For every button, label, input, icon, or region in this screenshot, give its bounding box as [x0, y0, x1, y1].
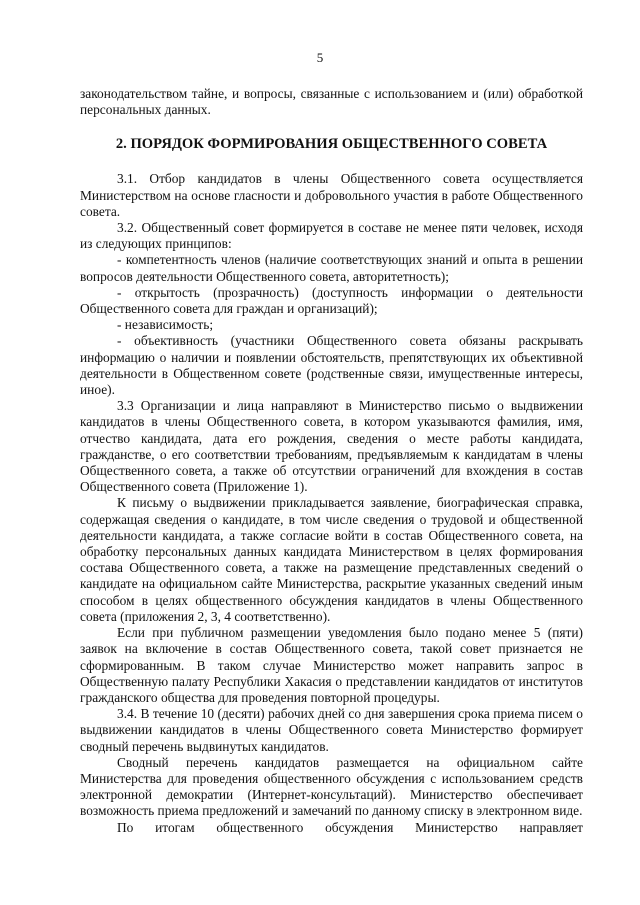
principle-objectivity: - объективность (участники Общественного совета обязаны раскрывать информацию о наличии и появлении обстоятельств, препятствующих их объективной деятельности в Общественном совете (родственные связи, имущественные интересы, иное). [80, 333, 583, 398]
principle-independence: - независимость; [117, 317, 214, 333]
principle-competence: - компетентность членов (наличие соответствующих знаний и опыта в решении вопросов деятельности Общественного совета, авторитетность); [80, 252, 583, 284]
paragraph-public-placement: Если при публичном размещении уведомления было подано менее 5 (пяти) заявок на включение в состав Общественного совета, такой совет признается не сформированным. В таком случае Министерство может направить запрос в Общественную палату Республики Хакасия о представлении кандидатов от институтов гражданского общества для проведения повторной процедуры. [80, 625, 583, 705]
paragraph-3-1: 3.1. Отбор кандидатов в члены Общественного совета осуществляется Министерством на основе гласности и добровольного участия в работе Общественного совета. [80, 171, 583, 219]
paragraph-3-4: 3.4. В течение 10 (десяти) рабочих дней со дня завершения срока приема писем о выдвижении кандидатов в члены Общественного совета Министерство формирует сводный перечень выдвинутых кандидатов. [80, 706, 583, 754]
section-heading: 2. ПОРЯДОК ФОРМИРОВАНИЯ ОБЩЕСТВЕННОГО СОВЕТА [115, 136, 548, 153]
page-content [80, 86, 583, 836]
paragraph-discussion-results: По итогам общественного обсуждения Министерство направляет [117, 819, 583, 835]
paragraph-3-2: 3.2. Общественный совет формируется в составе не менее пяти человек, исходя из следующих принципов: [80, 220, 583, 252]
paragraph-letter-attachments: К письму о выдвижении прикладывается заявление, биографическая справка, содержащая сведения о кандидате, в том числе сведения о трудовой и общественной деятельности кандидата, а также согласие войти в состав Общественного совета, на обработку персональных данных кандидата Министерством в целях формирования состава Общественного совета, а также на размещение представленных сведений о кандидате на официальном сайте Министерства, раскрытие указанных сведений иным способом в целях общественного обсуждения кандидатов в члены Общественного совета (приложения 2, 3, 4 соответственно). [80, 495, 583, 624]
paragraph-3-3: 3.3 Организации и лица направляют в Министерство письмо о выдвижении кандидатов в члены Общественного совета, в котором указываются фамилия, имя, отчество кандидата, дата его рождения, сведения о месте работы кандидата, гражданстве, о его соответствии требованиям, предъявляемым к кандидатам в члены Общественного совета, а также об отсутствии ограничений для вхождения в состав Общественного совета (Приложение 1). [80, 398, 583, 495]
page-number: 5 [316, 50, 324, 65]
intro-paragraph: законодательством тайне, и вопросы, связанные с использованием и (или) обработкой персональных данных. [80, 86, 583, 118]
paragraph-summary-list: Сводный перечень кандидатов размещается на официальном сайте Министерства для проведения общественного обсуждения с использованием средств электронной демократии (Интернет-консультаций). Министерство обеспечивает возможность приема предложений и замечаний по данному списку в электронном виде. [80, 754, 583, 819]
principle-openness: - открытость (прозрачность) (доступность информации о деятельности Общественного совета для граждан и организаций); [80, 284, 583, 317]
